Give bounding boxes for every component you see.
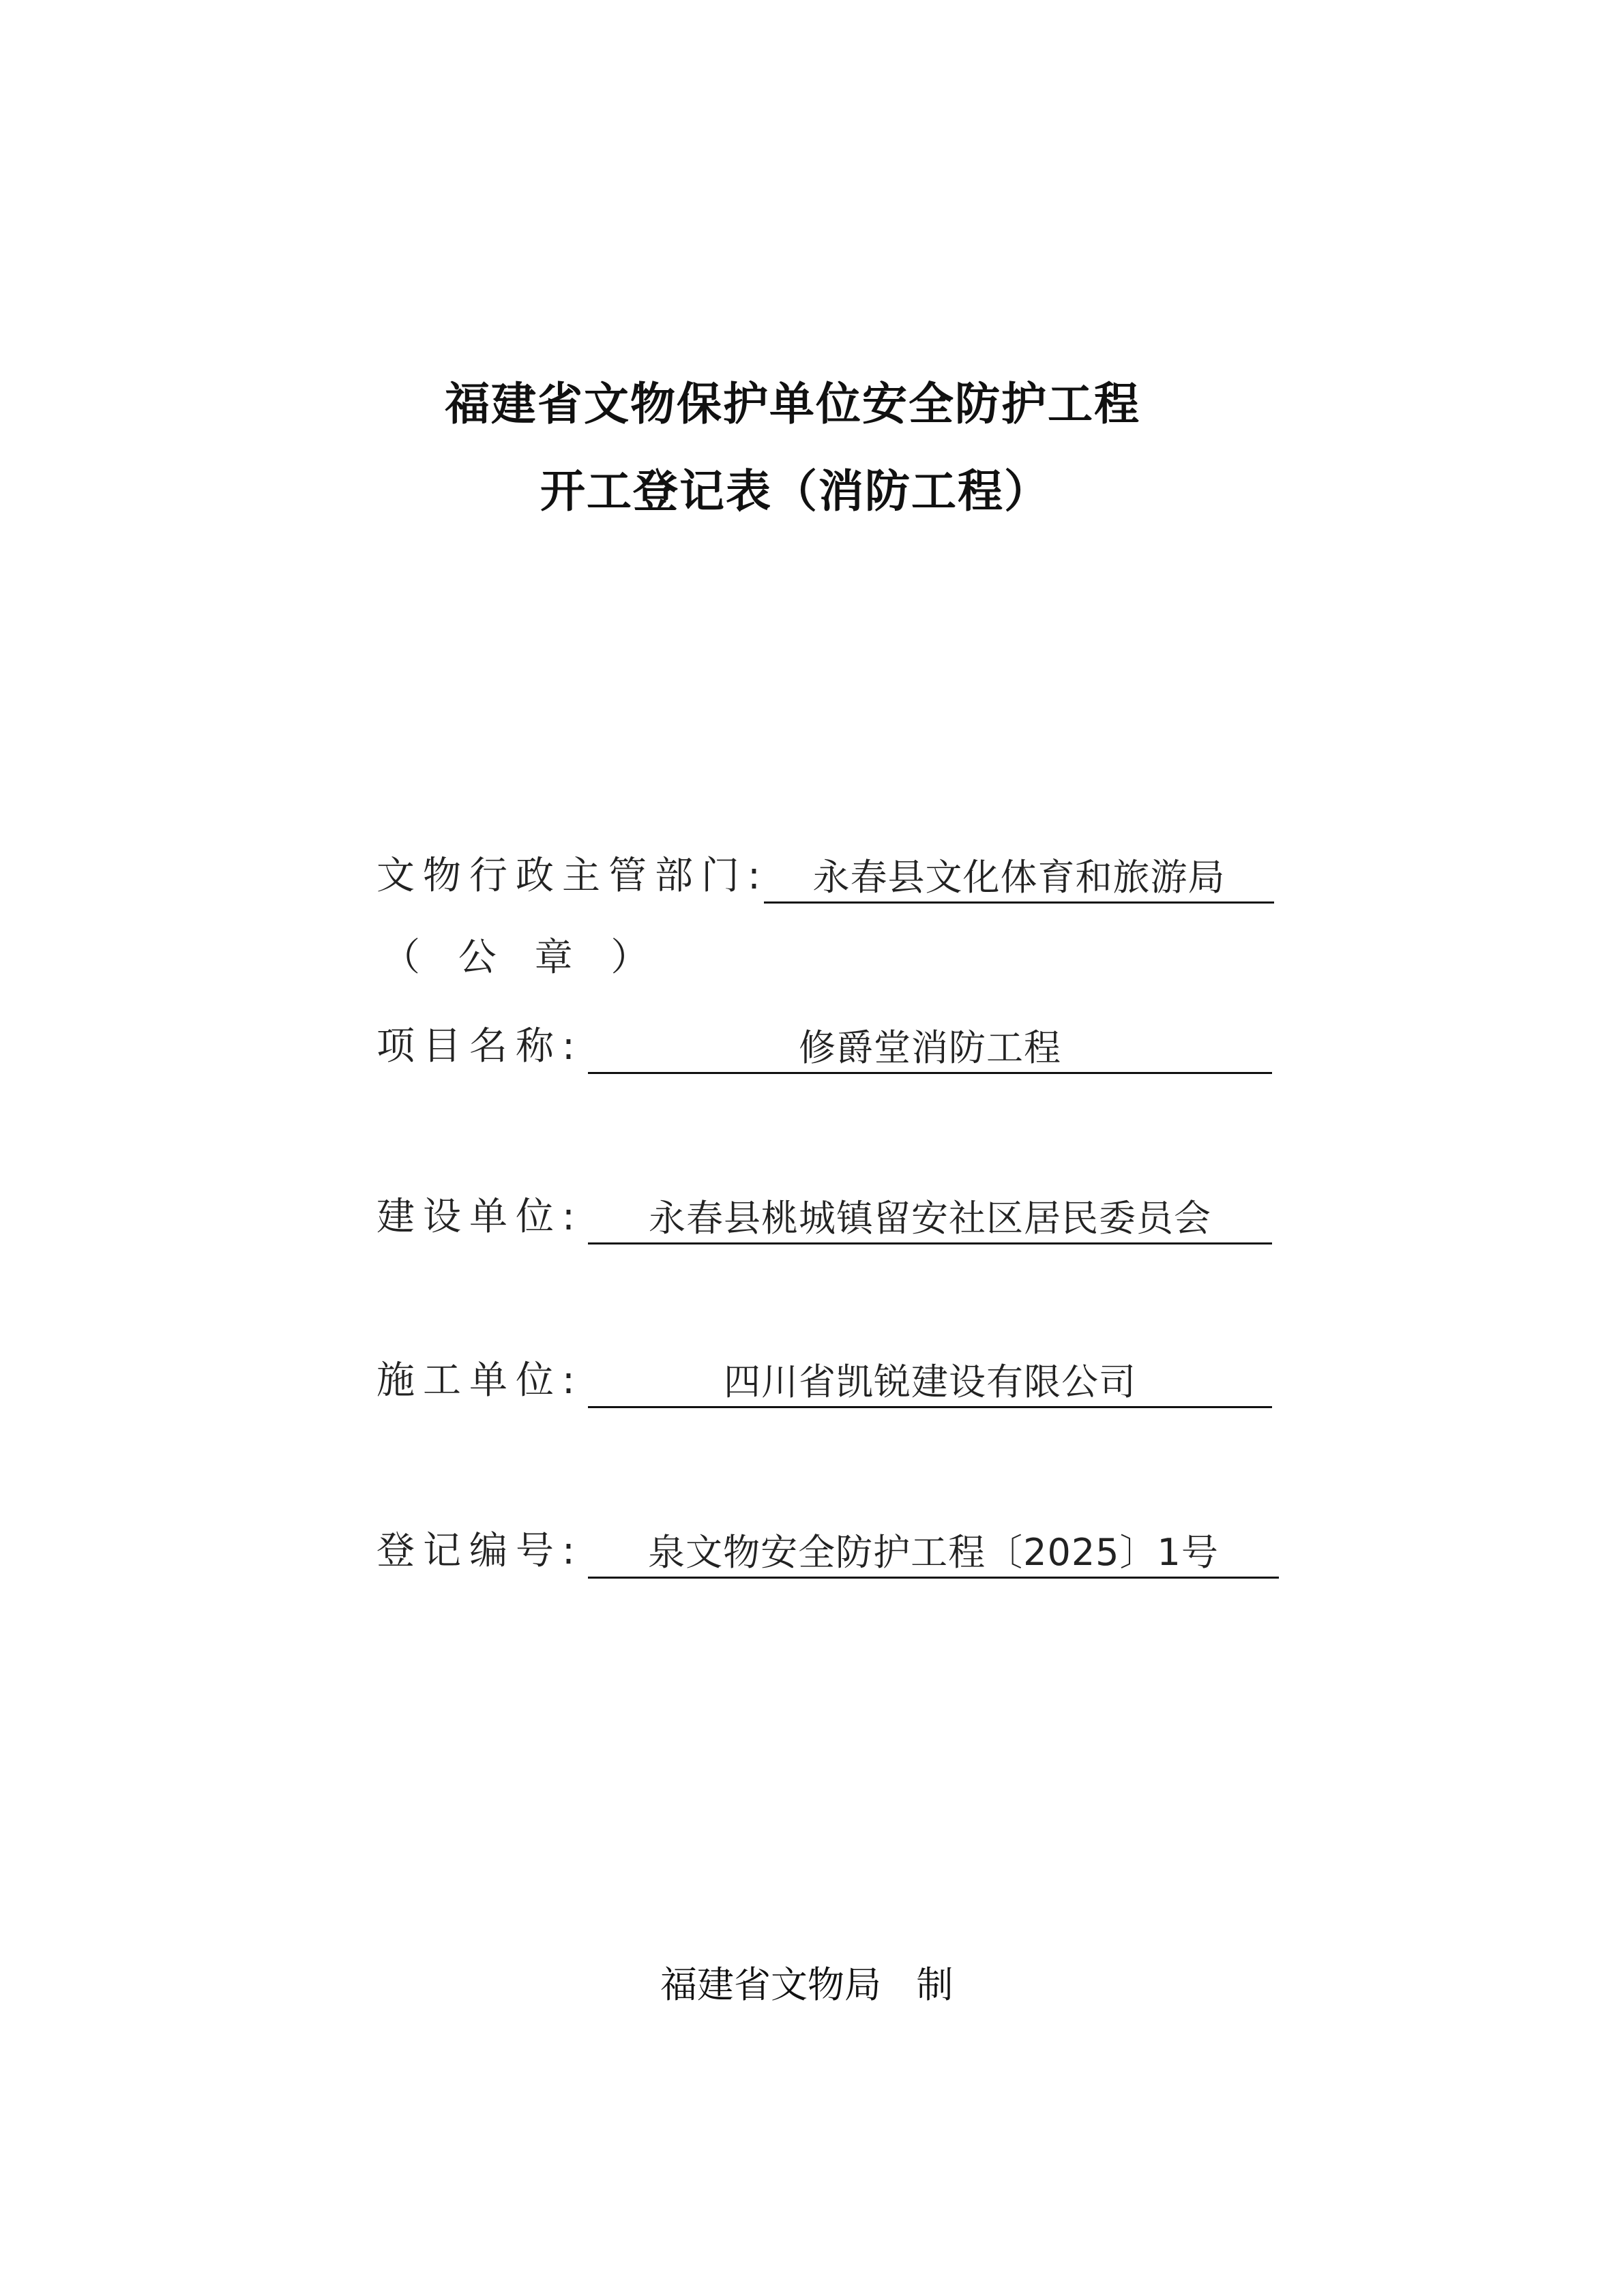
- registration-number-value: 泉文物安全防护工程〔2025〕1号: [648, 1531, 1219, 1574]
- document-subtitle: 开工登记表（消防工程）: [540, 464, 1050, 518]
- contractor-label: 施工单位:: [377, 1358, 583, 1403]
- authority-field: [764, 855, 1274, 904]
- construction-unit-value: 永春县桃城镇留安社区居民委员会: [649, 1197, 1211, 1240]
- project-name-field: [588, 1026, 1272, 1074]
- contractor-field: [588, 1360, 1272, 1408]
- issuer-footer: 福建省文物局 制: [660, 1963, 954, 2006]
- project-name-value: 修爵堂消防工程: [799, 1026, 1061, 1069]
- registration-number-label: 登记编号:: [377, 1529, 583, 1573]
- authority-label: 文物行政主管部门:: [377, 854, 769, 898]
- project-name-label: 项目名称:: [377, 1024, 583, 1069]
- registration-number-field: [588, 1530, 1279, 1579]
- construction-unit-label: 建设单位:: [377, 1195, 583, 1239]
- document-title: 福建省文物保护单位安全防护工程: [445, 377, 1140, 430]
- seal-note: （ 公 章 ）: [382, 936, 649, 980]
- construction-unit-field: [588, 1196, 1272, 1244]
- contractor-value: 四川省凯锐建设有限公司: [724, 1360, 1136, 1403]
- authority-value: 永春县文化体育和旅游局: [812, 856, 1226, 899]
